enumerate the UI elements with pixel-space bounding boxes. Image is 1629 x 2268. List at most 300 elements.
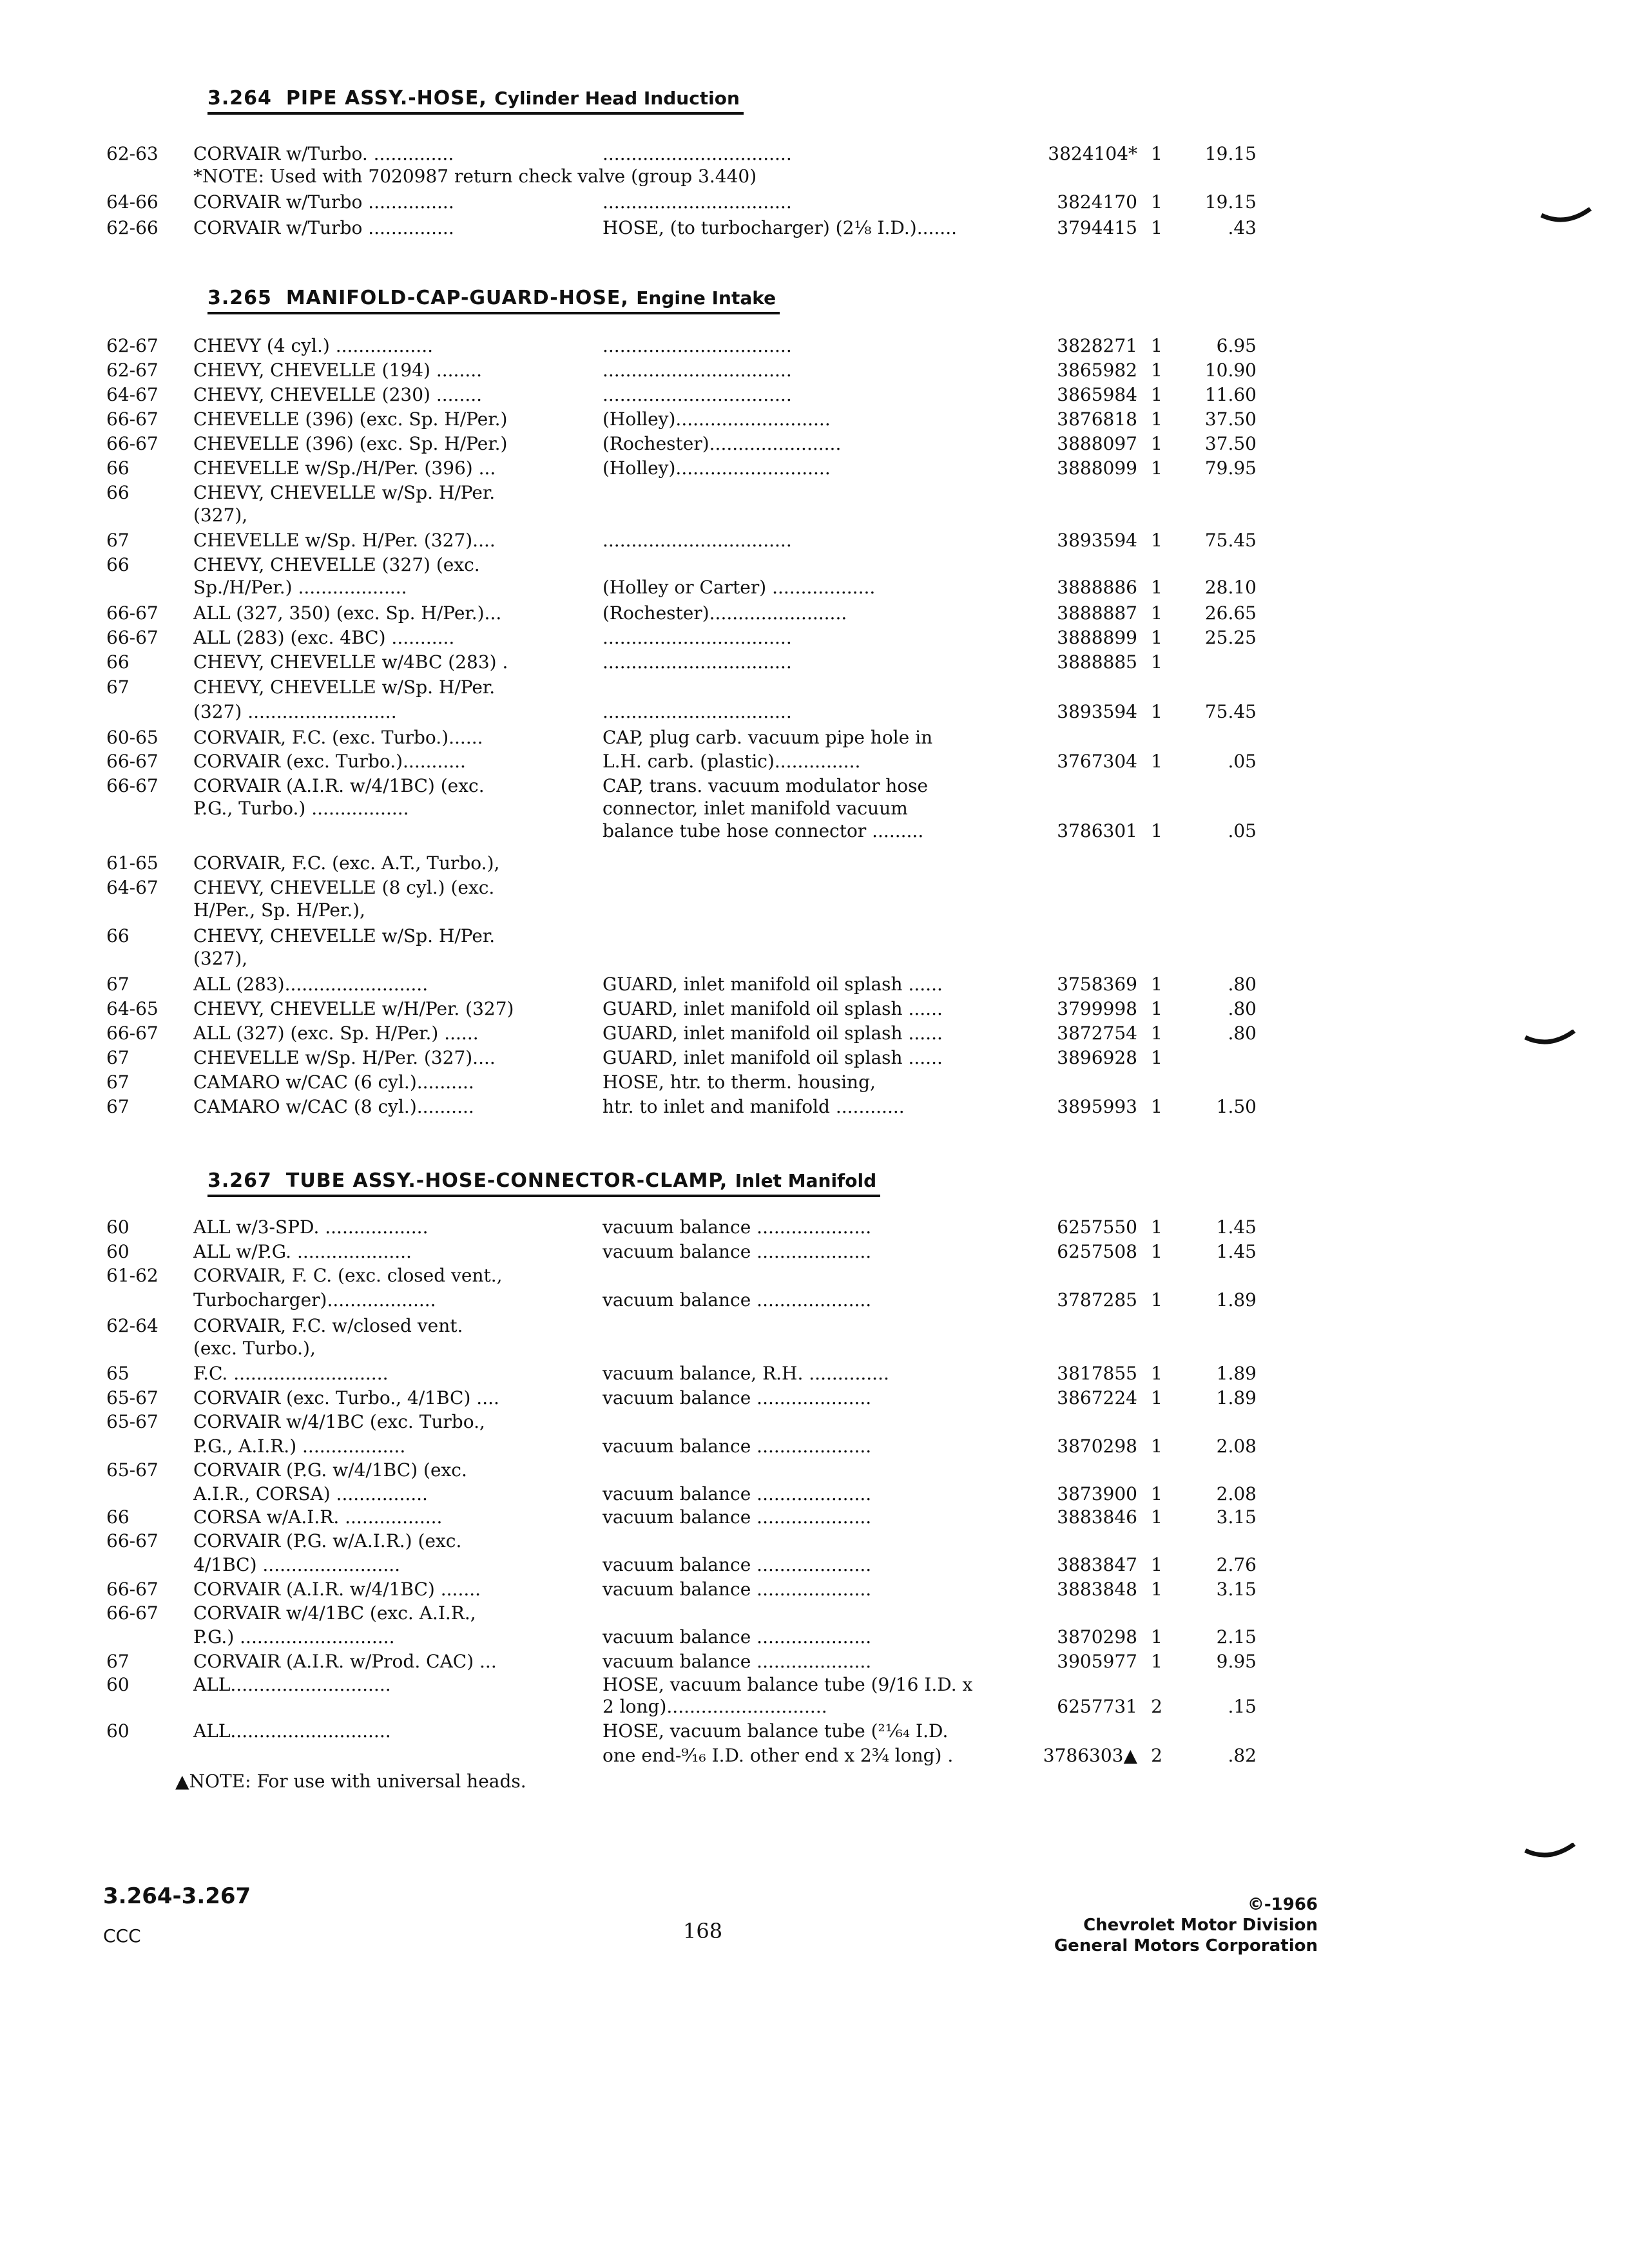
model-cell: P.G., A.I.R.) .................. (193, 1436, 406, 1457)
price-cell: .43 (1228, 217, 1257, 238)
catalog-row (0, 1363, 1629, 1389)
catalog-row (0, 651, 1629, 677)
price-cell: 2.08 (1216, 1483, 1257, 1504)
price-cell: 3.15 (1216, 1506, 1257, 1528)
binding-mark (1524, 1843, 1576, 1862)
catalog-row (0, 1720, 1629, 1746)
catalog-row (0, 1338, 1629, 1363)
price-cell: .05 (1228, 751, 1257, 772)
model-cell: Sp./H/Per.) ................... (193, 577, 407, 598)
catalog-row (0, 1579, 1629, 1604)
model-cell: CORVAIR (P.G. w/A.I.R.) (exc. (193, 1530, 462, 1552)
model-cell: CHEVELLE w/Sp. H/Per. (327).... (193, 530, 496, 551)
year-cell: 67 (106, 1072, 130, 1093)
catalog-row (0, 433, 1629, 459)
catalog-row (0, 1241, 1629, 1267)
model-cell: CHEVY, CHEVELLE (194) ........ (193, 360, 483, 381)
quantity-cell: 1 (1151, 1216, 1162, 1238)
description-cell: CAP, plug carb. vacuum pipe hole in (602, 727, 933, 748)
catalog-row (0, 1554, 1629, 1580)
section-name: PIPE ASSY.-HOSE, (285, 87, 487, 110)
price-cell: 2.08 (1216, 1436, 1257, 1457)
description-cell: vacuum balance .................... (602, 1554, 872, 1575)
binding-mark (1524, 1030, 1576, 1049)
price-cell: 10.90 (1204, 360, 1257, 381)
part-number-cell: 3888097 (1057, 433, 1137, 454)
quantity-cell: 1 (1151, 457, 1162, 479)
catalog-row (0, 1096, 1629, 1122)
quantity-cell: 1 (1151, 1289, 1162, 1311)
description-cell: (Rochester)....................... (602, 433, 842, 454)
description-cell: CAP, trans. vacuum modulator hose (602, 775, 929, 796)
year-cell: 64-66 (106, 191, 159, 213)
model-cell: A.I.R., CORSA) ................ (193, 1483, 428, 1504)
year-cell: 67 (106, 1096, 130, 1117)
section-number: 3.264 (207, 87, 272, 110)
catalog-row (0, 1047, 1629, 1073)
model-cell: Turbocharger)................... (193, 1289, 436, 1311)
model-cell: ALL (283) (exc. 4BC) ........... (193, 627, 455, 648)
year-cell: 66-67 (106, 751, 159, 772)
quantity-cell: 1 (1151, 191, 1162, 213)
model-cell: P.G., Turbo.) ................. (193, 798, 409, 819)
part-number-cell: 3786301 (1057, 820, 1137, 841)
description-cell: (Rochester)........................ (602, 602, 847, 624)
part-number-cell: 3888899 (1057, 627, 1137, 648)
model-cell: CORVAIR w/Turbo. .............. (193, 143, 454, 164)
model-cell: CORVAIR w/4/1BC (exc. Turbo., (193, 1411, 485, 1432)
model-cell: (327), (193, 505, 248, 526)
year-cell: 61-65 (106, 852, 159, 874)
catalog-row (0, 627, 1629, 653)
year-cell: 67 (106, 1651, 130, 1672)
quantity-cell: 1 (1151, 1651, 1162, 1672)
model-cell: CORVAIR (P.G. w/4/1BC) (exc. (193, 1459, 467, 1481)
part-number-cell: 3870298 (1057, 1436, 1137, 1457)
quantity-cell: 1 (1151, 1554, 1162, 1575)
model-cell: CHEVELLE w/Sp./H/Per. (396) ... (193, 457, 496, 479)
quantity-cell: 1 (1151, 143, 1162, 164)
price-cell: 1.89 (1216, 1289, 1257, 1311)
model-cell: F.C. ........................... (193, 1363, 389, 1384)
part-number-cell: 3888099 (1057, 457, 1137, 479)
quantity-cell: 1 (1151, 577, 1162, 598)
section-subtitle: Engine Intake (636, 287, 776, 309)
description-cell: ................................. (602, 360, 792, 381)
quantity-cell: 1 (1151, 408, 1162, 430)
price-cell: .80 (1228, 1023, 1257, 1044)
year-cell: 66-67 (106, 1602, 159, 1624)
section-title (207, 1169, 880, 1197)
catalog-row (0, 899, 1629, 925)
year-cell: 62-64 (106, 1315, 159, 1336)
price-cell: 26.65 (1204, 602, 1257, 624)
catalog-row (0, 1411, 1629, 1437)
part-number-cell: 3799998 (1057, 998, 1137, 1019)
year-cell: 60-65 (106, 727, 159, 748)
model-cell: CHEVELLE (396) (exc. Sp. H/Per.) (193, 433, 508, 454)
description-cell: GUARD, inlet manifold oil splash ...... (602, 998, 943, 1019)
model-cell: ALL............................ (193, 1674, 391, 1695)
part-number-cell: 3865984 (1057, 384, 1137, 405)
description-cell: ................................. (602, 384, 792, 405)
year-cell: 62-67 (106, 335, 159, 356)
year-cell: 66-67 (106, 775, 159, 796)
description-cell: (Holley)........................... (602, 408, 831, 430)
model-cell: CORVAIR, F.C. (exc. A.T., Turbo.), (193, 852, 500, 874)
quantity-cell: 1 (1151, 1626, 1162, 1648)
catalog-row (0, 1289, 1629, 1315)
model-cell: 4/1BC) ........................ (193, 1554, 401, 1575)
model-cell: CORVAIR, F.C. (exc. Turbo.)...... (193, 727, 483, 748)
year-cell: 67 (106, 1047, 130, 1068)
year-cell: 66 (106, 925, 130, 947)
model-cell: CORVAIR (A.I.R. w/Prod. CAC) ... (193, 1651, 497, 1672)
year-cell: 66 (106, 651, 130, 673)
catalog-row (0, 751, 1629, 776)
footer-code: CCC (103, 1925, 141, 1946)
model-cell: ALL............................ (193, 1720, 391, 1742)
description-cell: ................................. (602, 627, 792, 648)
year-cell: 60 (106, 1216, 130, 1238)
description-cell: (Holley or Carter) .................. (602, 577, 876, 598)
catalog-row (0, 166, 1629, 191)
part-number-cell: 3888887 (1057, 602, 1137, 624)
quantity-cell: 1 (1151, 602, 1162, 624)
description-cell: HOSE, (to turbocharger) (2⅛ I.D.)....... (602, 217, 957, 238)
year-cell: 66 (106, 1506, 130, 1528)
model-cell: CORVAIR, F.C. w/closed vent. (193, 1315, 463, 1336)
catalog-row (0, 677, 1629, 702)
quantity-cell: 1 (1151, 335, 1162, 356)
price-cell: .15 (1228, 1696, 1257, 1717)
part-number-cell: 3896928 (1057, 1047, 1137, 1068)
section-subtitle: Cylinder Head Induction (494, 88, 740, 109)
catalog-row (0, 191, 1629, 217)
model-cell: CHEVY, CHEVELLE w/H/Per. (327) (193, 998, 514, 1019)
part-number-cell: 3888886 (1057, 577, 1137, 598)
quantity-cell: 1 (1151, 651, 1162, 673)
description-cell: ................................. (602, 701, 792, 722)
quantity-cell: 1 (1151, 1483, 1162, 1504)
catalog-row (0, 1651, 1629, 1677)
price-cell: 19.15 (1204, 143, 1257, 164)
year-cell: 66-67 (106, 602, 159, 624)
part-number-cell: 3873900 (1057, 1483, 1137, 1504)
part-number-cell: 3865982 (1057, 360, 1137, 381)
part-number-cell: 6257508 (1057, 1241, 1137, 1262)
model-cell: CORVAIR w/Turbo ............... (193, 217, 454, 238)
price-cell: 37.50 (1204, 433, 1257, 454)
section-name: MANIFOLD-CAP-GUARD-HOSE, (285, 287, 629, 309)
quantity-cell: 1 (1151, 820, 1162, 841)
part-number-cell: 3883846 (1057, 1506, 1137, 1528)
section-title (207, 87, 744, 115)
model-cell: P.G.) ........................... (193, 1626, 395, 1648)
catalog-row (0, 1602, 1629, 1628)
catalog-row (0, 1216, 1629, 1242)
quantity-cell: 1 (1151, 433, 1162, 454)
description-cell: 2 long)............................ (602, 1696, 827, 1717)
description-cell: htr. to inlet and manifold ............ (602, 1096, 905, 1117)
quantity-cell: 1 (1151, 751, 1162, 772)
description-cell: vacuum balance .................... (602, 1626, 872, 1648)
description-cell: ................................. (602, 143, 792, 164)
description-cell: one end-⁹⁄₁₆ I.D. other end x 2¾ long) . (602, 1745, 954, 1766)
price-cell: .82 (1228, 1745, 1257, 1766)
model-cell: CORSA w/A.I.R. ................. (193, 1506, 443, 1528)
year-cell: 61-62 (106, 1265, 159, 1286)
description-cell: vacuum balance .................... (602, 1506, 872, 1528)
section-number: 3.265 (207, 287, 272, 309)
section-name: TUBE ASSY.-HOSE-CONNECTOR-CLAMP, (285, 1169, 728, 1192)
catalog-row (0, 1506, 1629, 1532)
description-cell: vacuum balance, R.H. .............. (602, 1363, 889, 1384)
catalog-row (0, 482, 1629, 508)
model-cell: *NOTE: Used with 7020987 return check valve (group 3.440) (193, 166, 757, 187)
quantity-cell: 1 (1151, 701, 1162, 722)
quantity-cell: 1 (1151, 627, 1162, 648)
part-number-cell: 3867224 (1057, 1387, 1137, 1408)
part-number-cell: 3883847 (1057, 1554, 1137, 1575)
year-cell: 66-67 (106, 1530, 159, 1552)
quantity-cell: 1 (1151, 1047, 1162, 1068)
part-number-cell: 3828271 (1057, 335, 1137, 356)
part-number-cell: 3787285 (1057, 1289, 1137, 1311)
catalog-row (0, 974, 1629, 999)
price-cell: 2.76 (1216, 1554, 1257, 1575)
part-number-cell: 3794415 (1057, 217, 1137, 238)
quantity-cell: 1 (1151, 1387, 1162, 1408)
quantity-cell: 1 (1151, 1436, 1162, 1457)
catalog-row (0, 1459, 1629, 1485)
part-number-cell: 3883848 (1057, 1579, 1137, 1600)
quantity-cell: 1 (1151, 1506, 1162, 1528)
model-cell: CAMARO w/CAC (8 cyl.).......... (193, 1096, 474, 1117)
year-cell: 60 (106, 1674, 130, 1695)
description-cell: GUARD, inlet manifold oil splash ...... (602, 1047, 943, 1068)
price-cell: 25.25 (1204, 627, 1257, 648)
model-cell: CHEVELLE (396) (exc. Sp. H/Per.) (193, 408, 508, 430)
catalog-row (0, 798, 1629, 823)
catalog-row (0, 530, 1629, 555)
description-cell: balance tube hose connector ......... (602, 820, 924, 841)
part-number-cell: 3767304 (1057, 751, 1137, 772)
catalog-row (0, 602, 1629, 628)
year-cell: 66-67 (106, 627, 159, 648)
model-cell: CHEVELLE w/Sp. H/Per. (327).... (193, 1047, 496, 1068)
year-cell: 64-65 (106, 998, 159, 1019)
year-cell: 66-67 (106, 408, 159, 430)
quantity-cell: 1 (1151, 360, 1162, 381)
footer-publisher (1054, 1894, 1318, 1956)
catalog-row (0, 408, 1629, 434)
model-cell: CHEVY, CHEVELLE w/Sp. H/Per. (193, 482, 496, 503)
price-cell: 1.50 (1216, 1096, 1257, 1117)
description-cell: vacuum balance .................... (602, 1216, 872, 1238)
catalog-row (0, 775, 1629, 801)
year-cell: 66 (106, 457, 130, 479)
year-cell: 62-67 (106, 360, 159, 381)
part-number-cell: 3872754 (1057, 1023, 1137, 1044)
year-cell: 64-67 (106, 877, 159, 898)
model-cell: CHEVY, CHEVELLE w/Sp. H/Per. (193, 925, 496, 947)
part-number-cell: 3895993 (1057, 1096, 1137, 1117)
catalog-row (0, 1696, 1629, 1722)
catalog-row (0, 1530, 1629, 1556)
description-cell: vacuum balance .................... (602, 1483, 872, 1504)
model-cell: CHEVY, CHEVELLE (8 cyl.) (exc. (193, 877, 495, 898)
price-cell: 28.10 (1204, 577, 1257, 598)
price-cell: 3.15 (1216, 1579, 1257, 1600)
binding-mark (1540, 207, 1592, 227)
price-cell: 1.89 (1216, 1363, 1257, 1384)
year-cell: 65-67 (106, 1387, 159, 1408)
description-cell: vacuum balance .................... (602, 1651, 872, 1672)
quantity-cell: 2 (1151, 1745, 1162, 1766)
model-cell: H/Per., Sp. H/Per.), (193, 899, 365, 921)
price-cell: 9.95 (1216, 1651, 1257, 1672)
model-cell: ALL w/3-SPD. .................. (193, 1216, 429, 1238)
year-cell: 62-63 (106, 143, 159, 164)
part-number-cell: 3870298 (1057, 1626, 1137, 1648)
model-cell: CHEVY, CHEVELLE (327) (exc. (193, 554, 480, 575)
catalog-row (0, 1436, 1629, 1461)
part-number-cell: 3824170 (1057, 191, 1137, 213)
year-cell: 66-67 (106, 1023, 159, 1044)
catalog-row (0, 852, 1629, 878)
price-cell: 79.95 (1204, 457, 1257, 479)
price-cell: 11.60 (1204, 384, 1257, 405)
year-cell: 67 (106, 974, 130, 995)
model-cell: CHEVY (4 cyl.) ................. (193, 335, 434, 356)
year-cell: 65 (106, 1363, 130, 1384)
section-title (207, 287, 780, 314)
catalog-row (0, 1315, 1629, 1341)
part-number-cell: 6257731 (1057, 1696, 1137, 1717)
description-cell: HOSE, htr. to therm. housing, (602, 1072, 876, 1093)
catalog-row (0, 505, 1629, 530)
description-cell: ................................. (602, 335, 792, 356)
quantity-cell: 2 (1151, 1696, 1162, 1717)
year-cell: 60 (106, 1720, 130, 1742)
description-cell: HOSE, vacuum balance tube (9/16 I.D. x (602, 1674, 973, 1695)
part-number-cell: 3817855 (1057, 1363, 1137, 1384)
year-cell: 65-67 (106, 1411, 159, 1432)
part-number-cell: 3888885 (1057, 651, 1137, 673)
model-cell: (exc. Turbo.), (193, 1338, 316, 1359)
model-cell: ALL (327, 350) (exc. Sp. H/Per.)... (193, 602, 502, 624)
catalog-row (0, 1745, 1629, 1771)
price-cell: 1.89 (1216, 1387, 1257, 1408)
year-cell: 67 (106, 530, 130, 551)
description-cell: GUARD, inlet manifold oil splash ...... (602, 974, 943, 995)
description-cell: ................................. (602, 651, 792, 673)
model-cell: CORVAIR w/4/1BC (exc. A.I.R., (193, 1602, 476, 1624)
catalog-row (0, 925, 1629, 951)
catalog-row (0, 1023, 1629, 1048)
section-subtitle: Inlet Manifold (735, 1170, 877, 1191)
price-cell: .80 (1228, 974, 1257, 995)
quantity-cell: 1 (1151, 1363, 1162, 1384)
price-cell: 1.45 (1216, 1241, 1257, 1262)
catalog-row (0, 457, 1629, 483)
catalog-row (0, 335, 1629, 361)
description-cell: (Holley)........................... (602, 457, 831, 479)
catalog-row (0, 554, 1629, 580)
description-cell: L.H. carb. (plastic)............... (602, 751, 861, 772)
description-cell: ................................. (602, 530, 792, 551)
catalog-row (0, 1387, 1629, 1413)
catalog-row (0, 360, 1629, 385)
page-number: 168 (683, 1919, 723, 1943)
model-cell: CORVAIR (exc. Turbo.)........... (193, 751, 466, 772)
model-cell: CORVAIR (A.I.R. w/4/1BC) ....... (193, 1579, 481, 1600)
catalog-row (0, 820, 1629, 846)
quantity-cell: 1 (1151, 1096, 1162, 1117)
catalog-row (0, 143, 1629, 169)
quantity-cell: 1 (1151, 998, 1162, 1019)
section-note: ▲NOTE: For use with universal heads. (175, 1771, 526, 1792)
price-cell: 75.45 (1204, 701, 1257, 722)
model-cell: CORVAIR w/Turbo ............... (193, 191, 454, 213)
model-cell: CORVAIR (exc. Turbo., 4/1BC) .... (193, 1387, 499, 1408)
description-cell: GUARD, inlet manifold oil splash ...... (602, 1023, 943, 1044)
corporation-name: General Motors Corporation (1054, 1936, 1318, 1956)
year-cell: 66 (106, 482, 130, 503)
catalog-row (0, 948, 1629, 974)
quantity-cell: 1 (1151, 974, 1162, 995)
part-number-cell: 3905977 (1057, 1651, 1137, 1672)
part-number-cell: 3893594 (1057, 701, 1137, 722)
year-cell: 60 (106, 1241, 130, 1262)
description-cell: HOSE, vacuum balance tube (²¹⁄₆₄ I.D. (602, 1720, 949, 1742)
description-cell: vacuum balance .................... (602, 1289, 872, 1311)
catalog-row (0, 727, 1629, 753)
year-cell: 66 (106, 554, 130, 575)
year-cell: 66-67 (106, 1579, 159, 1600)
price-cell: 2.15 (1216, 1626, 1257, 1648)
description-cell: vacuum balance .................... (602, 1579, 872, 1600)
year-cell: 67 (106, 677, 130, 698)
footer-section-range: 3.264-3.267 (103, 1883, 251, 1909)
year-cell: 62-66 (106, 217, 159, 238)
catalog-row (0, 877, 1629, 903)
description-cell: vacuum balance .................... (602, 1436, 872, 1457)
model-cell: ALL (283)......................... (193, 974, 429, 995)
model-cell: CHEVY, CHEVELLE (230) ........ (193, 384, 483, 405)
year-cell: 66-67 (106, 433, 159, 454)
price-cell: .05 (1228, 820, 1257, 841)
part-number-cell: 3758369 (1057, 974, 1137, 995)
model-cell: CAMARO w/CAC (6 cyl.).......... (193, 1072, 474, 1093)
price-cell: 1.45 (1216, 1216, 1257, 1238)
part-number-cell: 3824104* (1048, 143, 1137, 164)
part-number-cell: 3786303▲ (1043, 1745, 1137, 1766)
model-cell: ALL (327) (exc. Sp. H/Per.) ...... (193, 1023, 479, 1044)
quantity-cell: 1 (1151, 1241, 1162, 1262)
quantity-cell: 1 (1151, 1579, 1162, 1600)
part-number-cell: 6257550 (1057, 1216, 1137, 1238)
price-cell: 19.15 (1204, 191, 1257, 213)
part-number-cell: 3876818 (1057, 408, 1137, 430)
year-cell: 64-67 (106, 384, 159, 405)
catalog-row (0, 1626, 1629, 1652)
catalog-row (0, 577, 1629, 602)
description-cell: vacuum balance .................... (602, 1387, 872, 1408)
price-cell: .80 (1228, 998, 1257, 1019)
quantity-cell: 1 (1151, 1023, 1162, 1044)
